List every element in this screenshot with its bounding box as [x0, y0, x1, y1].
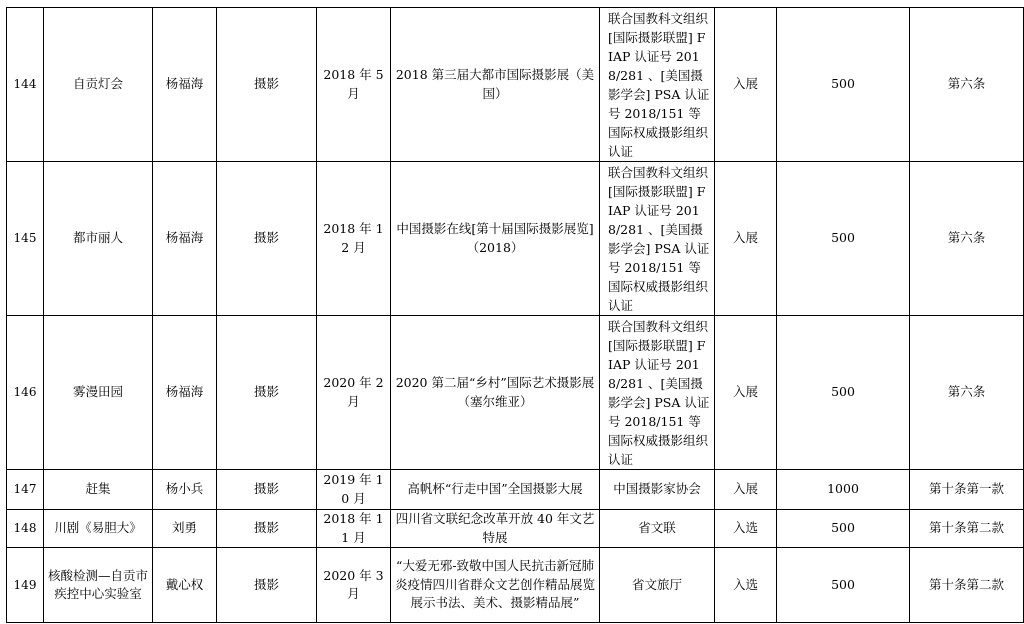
clause: 第十条第一款	[910, 470, 1024, 510]
recognition: 省文联	[600, 510, 715, 548]
event-name: 高帆杯“行走中国”全国摄影大展	[391, 470, 600, 510]
event-name: 中国摄影在线[第十届国际摄影展览]（2018）	[391, 162, 600, 316]
result: 入选	[715, 510, 777, 548]
date: 2020 年 2 月	[317, 316, 391, 470]
date: 2018 年 11 月	[317, 510, 391, 548]
category: 摄影	[217, 470, 317, 510]
author-name: 杨福海	[153, 8, 217, 162]
result: 入展	[715, 470, 777, 510]
award-table	[6, 7, 1024, 623]
work-title: 川剧《易胆大》	[44, 510, 153, 548]
category: 摄影	[217, 510, 317, 548]
author-name: 杨小兵	[153, 470, 217, 510]
recognition: 中国摄影家协会	[600, 470, 715, 510]
row-number: 149	[7, 548, 44, 623]
event-name: 2018 第三届大都市国际摄影展（美国）	[391, 8, 600, 162]
amount: 500	[777, 8, 910, 162]
row-number: 148	[7, 510, 44, 548]
category: 摄影	[217, 8, 317, 162]
event-name: “大爱无邪-致敬中国人民抗击新冠肺炎疫情四川省群众文艺创作精品展览展示书法、美术、摄影精品展”	[391, 548, 600, 623]
clause: 第十条第二款	[910, 510, 1024, 548]
work-title: 雾漫田园	[44, 316, 153, 470]
amount: 500	[777, 510, 910, 548]
clause: 第六条	[910, 316, 1024, 470]
clause: 第十条第二款	[910, 548, 1024, 623]
date: 2018 年 12 月	[317, 162, 391, 316]
result: 入展	[715, 8, 777, 162]
row-number: 146	[7, 316, 44, 470]
event-name: 四川省文联纪念改革开放 40 年文艺特展	[391, 510, 600, 548]
recognition: 省文旅厅	[600, 548, 715, 623]
amount: 500	[777, 548, 910, 623]
author-name: 戴心权	[153, 548, 217, 623]
category: 摄影	[217, 548, 317, 623]
author-name: 刘勇	[153, 510, 217, 548]
table-row	[7, 548, 1024, 623]
date: 2019 年 10 月	[317, 470, 391, 510]
clause: 第六条	[910, 162, 1024, 316]
recognition: 联合国教科文组织 [国际摄影联盟] FIAP 认证号 2018/281 、[美国摄影学会] PSA 认证号 2018/151 等国际权威摄影组织认证	[600, 162, 715, 316]
category: 摄影	[217, 316, 317, 470]
work-title: 核酸检测—自贡市疾控中心实验室	[44, 548, 153, 623]
result: 入展	[715, 162, 777, 316]
date: 2020 年 3 月	[317, 548, 391, 623]
recognition: 联合国教科文组织 [国际摄影联盟] FIAP 认证号 2018/281 、[美国摄影学会] PSA 认证号 2018/151 等国际权威摄影组织认证	[600, 316, 715, 470]
work-title: 赶集	[44, 470, 153, 510]
row-number: 147	[7, 470, 44, 510]
clause: 第六条	[910, 8, 1024, 162]
recognition: 联合国教科文组织 [国际摄影联盟] FIAP 认证号 2018/281 、[美国摄影学会] PSA 认证号 2018/151 等国际权威摄影组织认证	[600, 8, 715, 162]
row-number: 145	[7, 162, 44, 316]
table-row	[7, 8, 1024, 162]
result: 入选	[715, 548, 777, 623]
author-name: 杨福海	[153, 162, 217, 316]
table-row	[7, 510, 1024, 548]
event-name: 2020 第二届“乡村”国际艺术摄影展（塞尔维亚）	[391, 316, 600, 470]
table-row	[7, 470, 1024, 510]
row-number: 144	[7, 8, 44, 162]
amount: 1000	[777, 470, 910, 510]
category: 摄影	[217, 162, 317, 316]
author-name: 杨福海	[153, 316, 217, 470]
date: 2018 年 5 月	[317, 8, 391, 162]
work-title: 自贡灯会	[44, 8, 153, 162]
table-row	[7, 162, 1024, 316]
result: 入展	[715, 316, 777, 470]
amount: 500	[777, 316, 910, 470]
work-title: 都市丽人	[44, 162, 153, 316]
table-row	[7, 316, 1024, 470]
amount: 500	[777, 162, 910, 316]
